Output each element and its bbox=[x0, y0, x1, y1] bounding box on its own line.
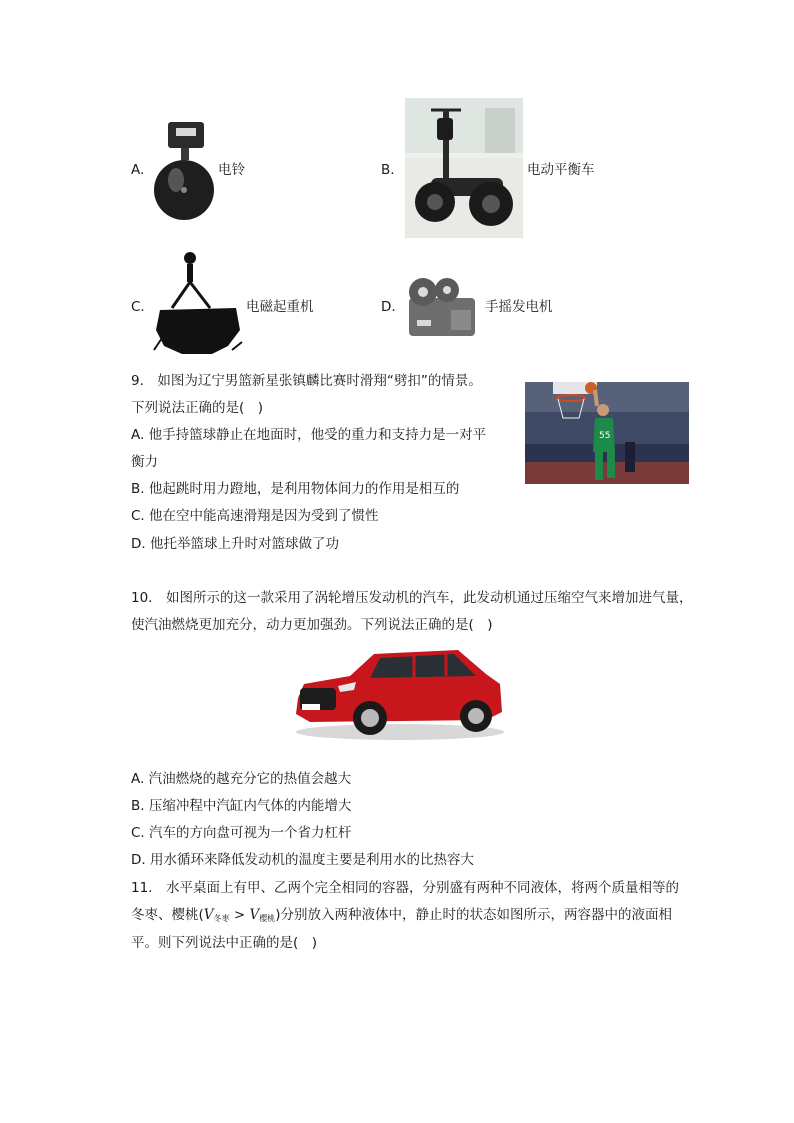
volume-subscript-2: 樱桃 bbox=[259, 914, 276, 923]
q9-stem-line2: 下列说法正确的是( ) bbox=[131, 400, 264, 416]
jersey-number: 55 bbox=[599, 431, 611, 441]
volume-subscript-1: 冬枣 bbox=[213, 914, 230, 923]
basketball-dunk-photo bbox=[525, 382, 689, 484]
volume-symbol-2: V bbox=[249, 907, 260, 923]
electromagnetic-crane-icon bbox=[152, 250, 244, 360]
q9-option-a: A. 他手持篮球静止在地面时，他受的重力和支持力是一对平 bbox=[131, 427, 487, 443]
option-a-letter: A. bbox=[131, 162, 145, 178]
q11-stem-line1: 11. 水平桌面上有甲、乙两个完全相同的容器，分别盛有两种不同液体，将两个质量相等的 bbox=[131, 880, 679, 896]
q11-line2-suffix: )分别放入两种液体中，静止时的状态如图所示，两容器中的液面相 bbox=[275, 907, 672, 923]
q10-option-d: D. 用水循环来降低发动机的温度主要是利用水的比热容大 bbox=[131, 852, 474, 868]
q11-line2-prefix: 冬枣、樱桃( bbox=[131, 907, 204, 923]
option-a-label: 电铃 bbox=[218, 162, 245, 178]
hand-crank-generator-icon bbox=[405, 270, 483, 340]
q9-option-c: C. 他在空中能高速滑翔是因为受到了惯性 bbox=[131, 508, 379, 524]
q9-stem-line1: 9. 如图为辽宁男篮新星张镇麟比赛时滑翔“劈扣”的情景。 bbox=[131, 373, 482, 389]
option-c-letter: C. bbox=[131, 299, 145, 315]
option-b-label: 电动平衡车 bbox=[527, 162, 595, 178]
q9-option-d: D. 他托举篮球上升时对篮球做了功 bbox=[131, 536, 339, 552]
q11-stem-line3: 平。则下列说法中正确的是( ) bbox=[131, 935, 318, 951]
q10-stem-line1: 10. 如图所示的这一款采用了涡轮增压发动机的汽车，此发动机通过压缩空气来增加进气量， bbox=[131, 590, 693, 606]
option-b-letter: B. bbox=[381, 162, 395, 178]
volume-symbol-1: V bbox=[203, 907, 214, 923]
q10-option-a: A. 汽油燃烧的越充分它的热值会越大 bbox=[131, 771, 352, 787]
electric-bell-icon bbox=[150, 120, 218, 226]
q11-stem-line2 bbox=[131, 905, 672, 929]
option-d-label: 手摇发电机 bbox=[485, 299, 553, 315]
q9-option-b: B. 他起跳时用力蹬地，是利用物体间力的作用是相互的 bbox=[131, 481, 460, 497]
q10-option-c: C. 汽车的方向盘可视为一个省力杠杆 bbox=[131, 825, 352, 841]
greater-than: > bbox=[229, 907, 250, 923]
red-suv-photo bbox=[290, 646, 504, 742]
option-d-letter: D. bbox=[381, 299, 396, 315]
q9-option-a-cont: 衡力 bbox=[131, 454, 158, 470]
option-c-label: 电磁起重机 bbox=[246, 299, 314, 315]
q10-option-b: B. 压缩冲程中汽缸内气体的内能增大 bbox=[131, 798, 352, 814]
balance-scooter-icon bbox=[405, 98, 523, 238]
q10-stem-line2: 使汽油燃烧更加充分，动力更加强劲。下列说法正确的是( ) bbox=[131, 617, 493, 633]
